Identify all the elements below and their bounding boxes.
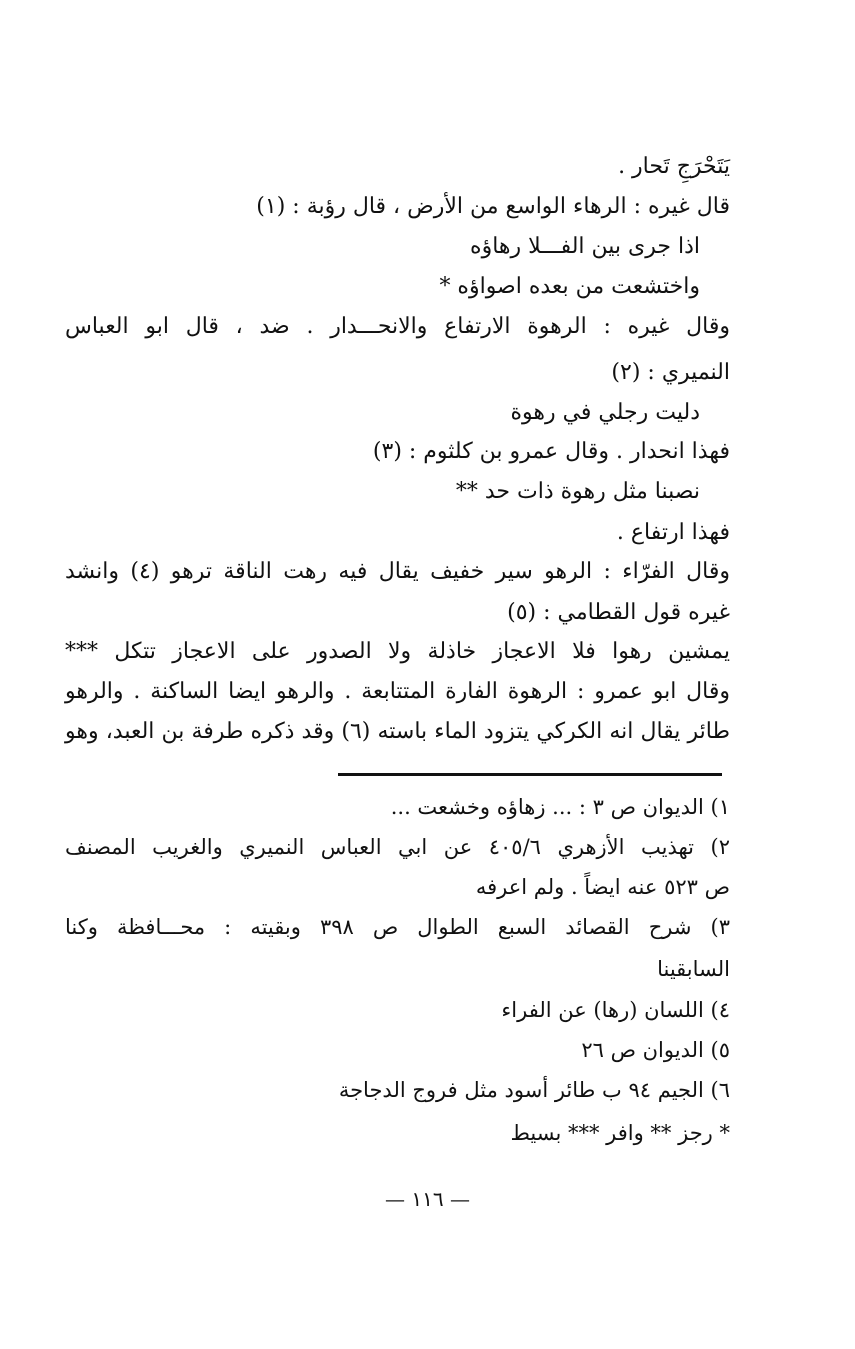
- body-line-9: وقال ابو عمرو : الرهوة الفارة المتتابعة . والرهو ايضا الساكنة . والرهو: [65, 679, 730, 704]
- body-line-6: فهذا ارتفاع .: [616, 520, 730, 545]
- verse-line-5: يمشين رهوا فلا الاعجاز خاذلة ولا الصدور على الاعجاز تتكل ***: [65, 639, 730, 664]
- footnote-1: ١) الديوان ص ٣ : ... زهاؤه وخشعت ...: [390, 795, 730, 819]
- footnote-4: ٤) اللسان (رها) عن الفراء: [501, 998, 730, 1022]
- body-line-7: وقال الفرّاء : الرهو سير خفيف يقال فيه رهت الناقة ترهو (٤) وانشد: [65, 559, 731, 584]
- footnote-2-continued: ص ٥٢٣ عنه ايضاً . ولم اعرفه: [475, 875, 730, 899]
- body-line-5: فهذا انحدار . وقال عمرو بن كلثوم : (٣): [372, 439, 730, 464]
- body-line-8: غيره قول القطامي : (٥): [507, 600, 730, 625]
- footnote-3-continued: السابقينا: [657, 957, 730, 981]
- body-line-3: وقال غيره : الرهوة الارتفاع والانحـــدار . ضد ، قال ابو العباس: [65, 314, 730, 339]
- footnote-6: ٦) الجيم ٩٤ ب طائر أسود مثل فروج الدجاجة: [338, 1078, 730, 1102]
- verse-line-1: اذا جرى بين الفـــلا رهاؤه: [470, 234, 700, 259]
- verse-line-4: نصبنا مثل رهوة ذات حد **: [455, 479, 700, 504]
- body-line-4: النميري : (٢): [611, 360, 730, 385]
- footnote-5: ٥) الديوان ص ٢٦: [581, 1038, 730, 1062]
- footnote-2: ٢) تهذيب الأزهري ٤٠٥/٦ عن ابي العباس النميري والغريب المصنف: [65, 835, 730, 859]
- meter-legend: * رجز ** وافر *** بسيط: [510, 1121, 730, 1145]
- footnote-separator-rule: [338, 773, 722, 776]
- body-line-10: طائر يقال انه الكركي يتزود الماء باسته (٦) وقد ذكره طرفة بن العبد، وهو: [65, 719, 730, 744]
- page-number: — ١١٦ —: [385, 1187, 470, 1211]
- body-line-2: قال غيره : الرهاء الواسع من الأرض ، قال رؤبة : (١): [256, 194, 730, 219]
- footnote-3: ٣) شرح القصائد السبع الطوال ص ٣٩٨ وبقيته : محـــافظة وكنا: [65, 915, 730, 939]
- body-line-1: يَتَحْرَجِ تَحار .: [618, 154, 730, 179]
- verse-line-3: دليت رجلي في رهوة: [510, 400, 700, 425]
- verse-line-2: واختشعت من بعده اصواؤه *: [439, 274, 700, 299]
